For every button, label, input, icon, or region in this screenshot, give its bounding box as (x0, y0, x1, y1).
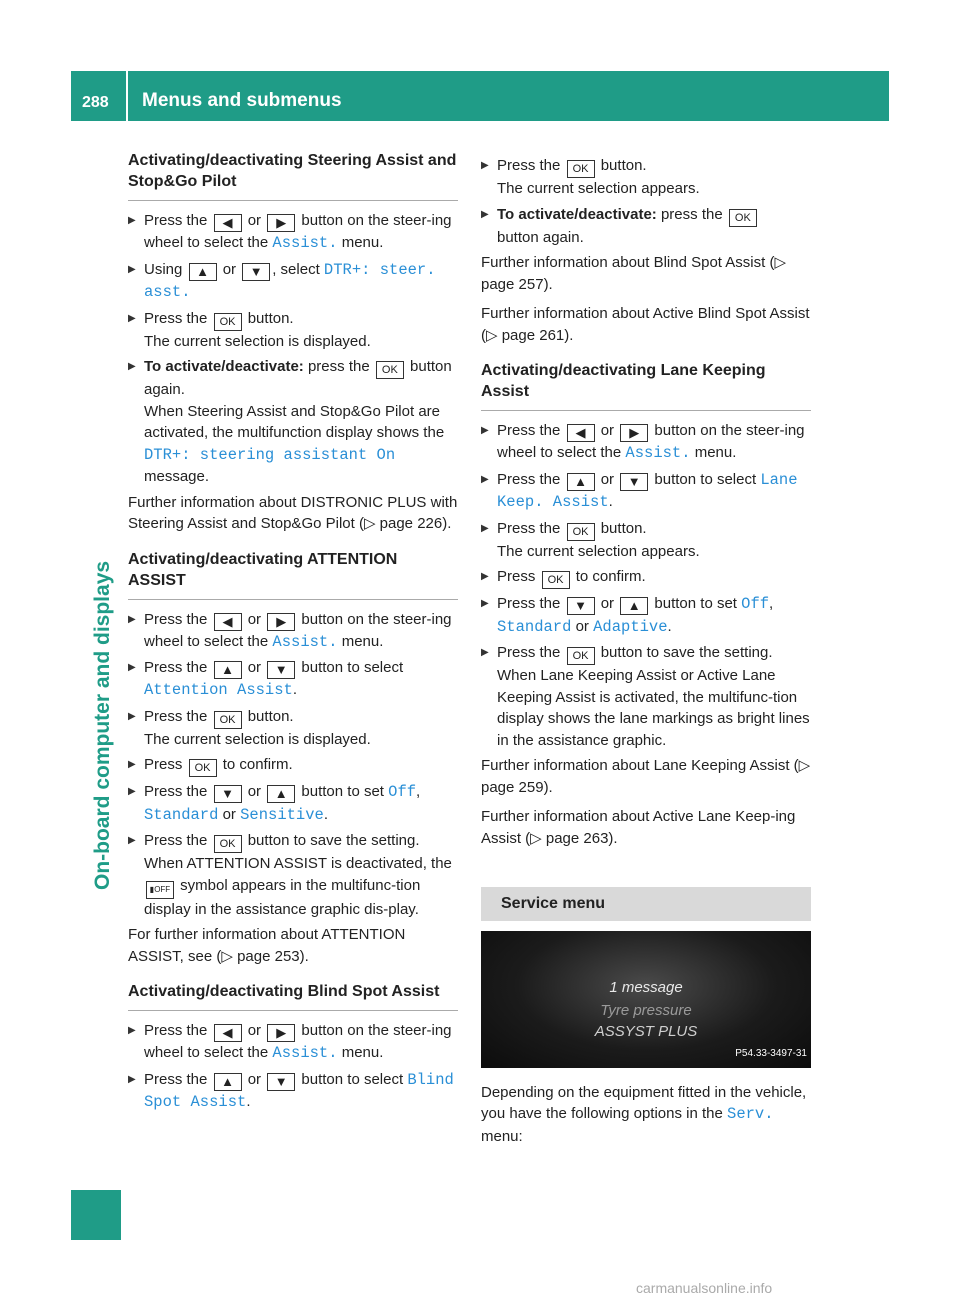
header-divider (126, 71, 128, 121)
up-arrow-icon: ▲ (267, 785, 295, 803)
ok-button-icon: OK (189, 759, 217, 777)
display-text: DTR+: steering assistant On (144, 445, 396, 464)
side-tab-block (71, 1190, 121, 1240)
display-text: Assist. (625, 444, 691, 462)
service-menu-heading: Service menu (481, 887, 811, 921)
display-text: Serv. (727, 1105, 774, 1123)
ok-button-icon: OK (567, 523, 595, 541)
display-text: Standard (144, 805, 219, 824)
step: ▶ Press OK to confirm. (481, 566, 811, 589)
ok-button-icon: OK (376, 361, 404, 379)
step: ▶ Press the OK button to save the setting. When ATTENTION ASSIST is deactivated, the ▮OFF symbol appears in the multifunc-tion display in the assistance graphic dis-play. (128, 830, 458, 920)
ok-button-icon: OK (214, 313, 242, 331)
step: ▶ Press the ▼ or ▲ button to set Off, Standard or Adaptive. (481, 593, 811, 638)
ok-button-icon: OK (214, 711, 242, 729)
step: ▶ Press the ◀ or ▶ button on the steer-ing wheel to select the Assist. menu. (481, 420, 811, 465)
step: ▶ To activate/deactivate: press the OK button again. When Steering Assist and Stop&Go Pilot are activated, the multifunction display shows the DTR+: steering assistant On message. (128, 356, 458, 488)
right-arrow-icon: ▶ (267, 613, 295, 631)
step: ▶ Press the ◀ or ▶ button on the steer-ing wheel to select the Assist. menu. (128, 609, 458, 654)
display-text: Assist. (272, 1044, 338, 1062)
page-number: 288 (82, 94, 109, 111)
paragraph: Further information about Blind Spot Assist (▷ page 257). (481, 254, 787, 293)
step: ▶ Press the OK button. The current selection is displayed. (128, 308, 458, 353)
attention-assist-off-icon: ▮OFF (146, 881, 174, 899)
ok-button-icon: OK (214, 835, 242, 853)
step: ▶ Press the OK button. The current selection appears. (481, 518, 811, 563)
display-text: Off (388, 783, 417, 801)
left-arrow-icon: ◀ (214, 613, 242, 631)
right-column (481, 153, 811, 1155)
right-arrow-icon: ▶ (620, 424, 648, 442)
display-text: Lane Keep. Assist (497, 470, 798, 511)
paragraph: Further information about Lane Keeping Assist (▷ page 259). (481, 757, 811, 796)
display-text: Standard (497, 617, 572, 636)
display-text: DTR+: steer. asst. (144, 260, 436, 301)
side-tab-label: On-board computer and displays (91, 560, 114, 890)
step: ▶ Press the ▼ or ▲ button to set Off, Standard or Sensitive. (128, 781, 458, 826)
down-arrow-icon: ▼ (267, 661, 295, 679)
step: ▶ Press the ▲ or ▼ button to select Attention Assist. (128, 657, 458, 702)
step: ▶ Press the ◀ or ▶ button on the steer-ing wheel to select the Assist. menu. (128, 1020, 458, 1065)
ok-button-icon: OK (567, 647, 595, 665)
down-arrow-icon: ▼ (267, 1073, 295, 1091)
step: ▶ Press the OK button. The current selection is displayed. (128, 706, 458, 751)
up-arrow-icon: ▲ (620, 597, 648, 615)
step: ▶ Press the ▲ or ▼ button to select Blind Spot Assist. (128, 1069, 458, 1114)
left-arrow-icon: ◀ (567, 424, 595, 442)
screen-line: ASSYST PLUS (594, 1022, 698, 1040)
left-column (128, 150, 458, 1118)
step: ▶ To activate/deactivate: press the OK button again. (481, 204, 811, 249)
step: ▶ Press OK to confirm. (128, 754, 458, 777)
paragraph: Depending on the equipment fitted in the vehicle, you have the following options in the Serv. menu: (481, 1083, 807, 1145)
step: ▶ Press the ◀ or ▶ button on the steer-ing wheel to select the Assist. menu. (128, 210, 458, 255)
display-text: Attention Assist (144, 681, 293, 699)
display-text: Assist. (272, 632, 338, 651)
right-arrow-icon: ▶ (267, 1024, 295, 1042)
step: ▶ Press the ▲ or ▼ button to select Lane Keep. Assist. (481, 469, 811, 514)
ok-button-icon: OK (567, 160, 595, 178)
display-text: Sensitive (240, 805, 324, 824)
paragraph: Further information about Active Blind Spot Assist (▷ page 261). (481, 305, 810, 344)
step: ▶ Using ▲ or ▼ , select DTR+: steer. asst. (128, 259, 458, 304)
paragraph: Further information about DISTRONIC PLUS with Steering Assist and Stop&Go Pilot (▷ page 226). (128, 493, 458, 532)
section-attention-assist-title: Activating/deactivating ATTENTION ASSIST (128, 549, 458, 600)
up-arrow-icon: ▲ (214, 1073, 242, 1091)
display-text: Blind Spot Assist (144, 1070, 454, 1111)
up-arrow-icon: ▲ (214, 661, 242, 679)
ok-button-icon: OK (542, 571, 570, 589)
up-arrow-icon: ▲ (189, 263, 217, 281)
down-arrow-icon: ▼ (620, 473, 648, 491)
figure-code: P54.33-3497-31 (735, 1048, 807, 1059)
left-arrow-icon: ◀ (214, 214, 242, 232)
down-arrow-icon: ▼ (567, 597, 595, 615)
section-steering-assist-title: Activating/deactivating Steering Assist and Stop&Go Pilot (128, 150, 458, 201)
screen-line: Tyre pressure (600, 1001, 692, 1019)
multifunction-display-image (481, 931, 811, 1068)
up-arrow-icon: ▲ (567, 473, 595, 491)
section-lane-keeping-title: Activating/deactivating Lane Keeping Assist (481, 360, 811, 411)
display-text: Adaptive (593, 617, 668, 636)
right-arrow-icon: ▶ (267, 214, 295, 232)
page-title: Menus and submenus (142, 90, 342, 111)
paragraph: Further information about Active Lane Keep-ing Assist (▷ page 263). (481, 808, 796, 847)
down-arrow-icon: ▼ (242, 263, 270, 281)
step: ▶ Press the OK button to save the setting. When Lane Keeping Assist or Active Lane Keeping Assist is activated, the multifunc-tion display shows the lane markings as bright lines in the assistance graphic. (481, 642, 811, 751)
left-arrow-icon: ◀ (214, 1024, 242, 1042)
down-arrow-icon: ▼ (214, 785, 242, 803)
display-text: Assist. (272, 234, 338, 252)
step: ▶ Press the OK button. The current selection appears. (481, 155, 811, 200)
ok-button-icon: OK (729, 209, 757, 227)
section-blind-spot-title: Activating/deactivating Blind Spot Assist (128, 981, 458, 1011)
watermark: carmanualsonline.info (636, 1280, 773, 1296)
display-text: Off (741, 595, 770, 613)
paragraph: For further information about ATTENTION ASSIST, see (▷ page 253). (128, 926, 406, 965)
screen-line: 1 message (609, 978, 683, 996)
